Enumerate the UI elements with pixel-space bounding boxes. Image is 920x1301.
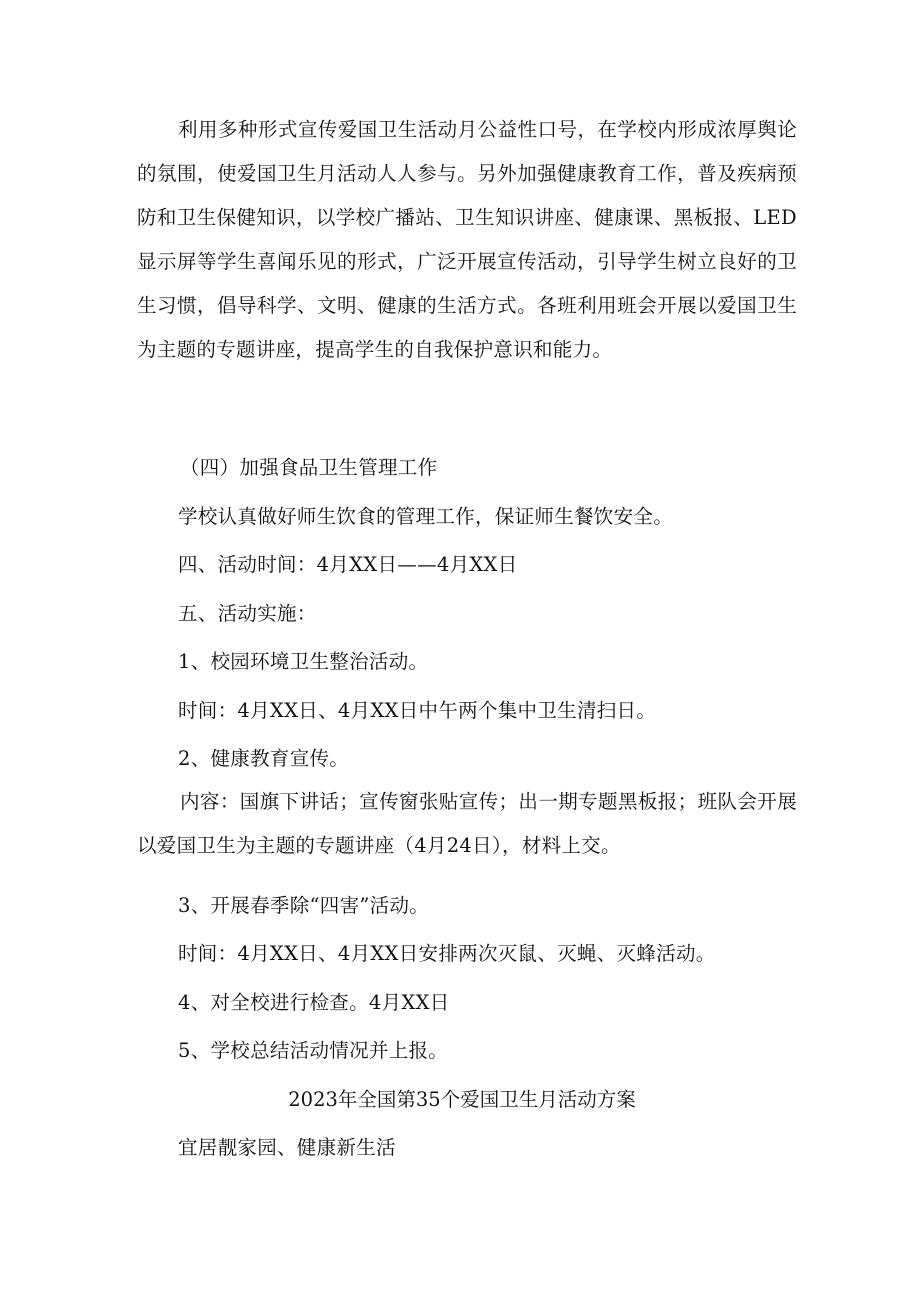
item-2-content: 内容：国旗下讲话；宣传窗张贴宣传；出一期专题黑板报；班队会开展以爱国卫生为主题的专题讲座（4月24日），材料上交。 bbox=[137, 790, 797, 857]
slogan: 宜居靓家园、健康新生活 bbox=[178, 1136, 396, 1159]
item-1: 1、校园环境卫生整治活动。 bbox=[178, 650, 429, 673]
item-5: 5、学校总结活动情况并上报。 bbox=[178, 1039, 449, 1062]
item-4: 4、对全校进行检查。4月XX日 bbox=[178, 991, 450, 1014]
food-hygiene-text: 学校认真做好师生饮食的管理工作，保证师生餐饮安全。 bbox=[178, 505, 674, 528]
activity-implementation-heading: 五、活动实施： bbox=[178, 602, 317, 625]
activity-time-heading: 四、活动时间：4月XX日——4月XX日 bbox=[178, 553, 518, 576]
item-1-time: 时间：4月XX日、4月XX日中午两个集中卫生清扫日。 bbox=[178, 699, 657, 722]
plan-title: 2023年全国第35个爱国卫生月活动方案 bbox=[288, 1088, 636, 1111]
item-3: 3、开展春季除“四害”活动。 bbox=[178, 894, 430, 917]
item-3-time: 时间：4月XX日、4月XX日安排两次灭鼠、灭蝇、灭蜂活动。 bbox=[178, 942, 716, 965]
item-2: 2、健康教育宣传。 bbox=[178, 747, 350, 770]
publicity-paragraph: 利用多种形式宣传爱国卫生活动月公益性口号，在学校内形成浓厚舆论的氛围，使爱国卫生月活动人人参与。另外加强健康教育工作，普及疾病预防和卫生保健知识，以学校广播站、卫生知识讲座、健康课、黑板报、LED显示屏等学生喜闻乐见的形式，广泛开展宣传活动，引导学生树立良好的卫生习惯，倡导科学、文明、健康的生活方式。各班利用班会开展以爱国卫生为主题的专题讲座，提高学生的自我保护意识和能力。 bbox=[137, 118, 797, 361]
food-hygiene-heading: （四）加强食品卫生管理工作 bbox=[180, 456, 438, 479]
